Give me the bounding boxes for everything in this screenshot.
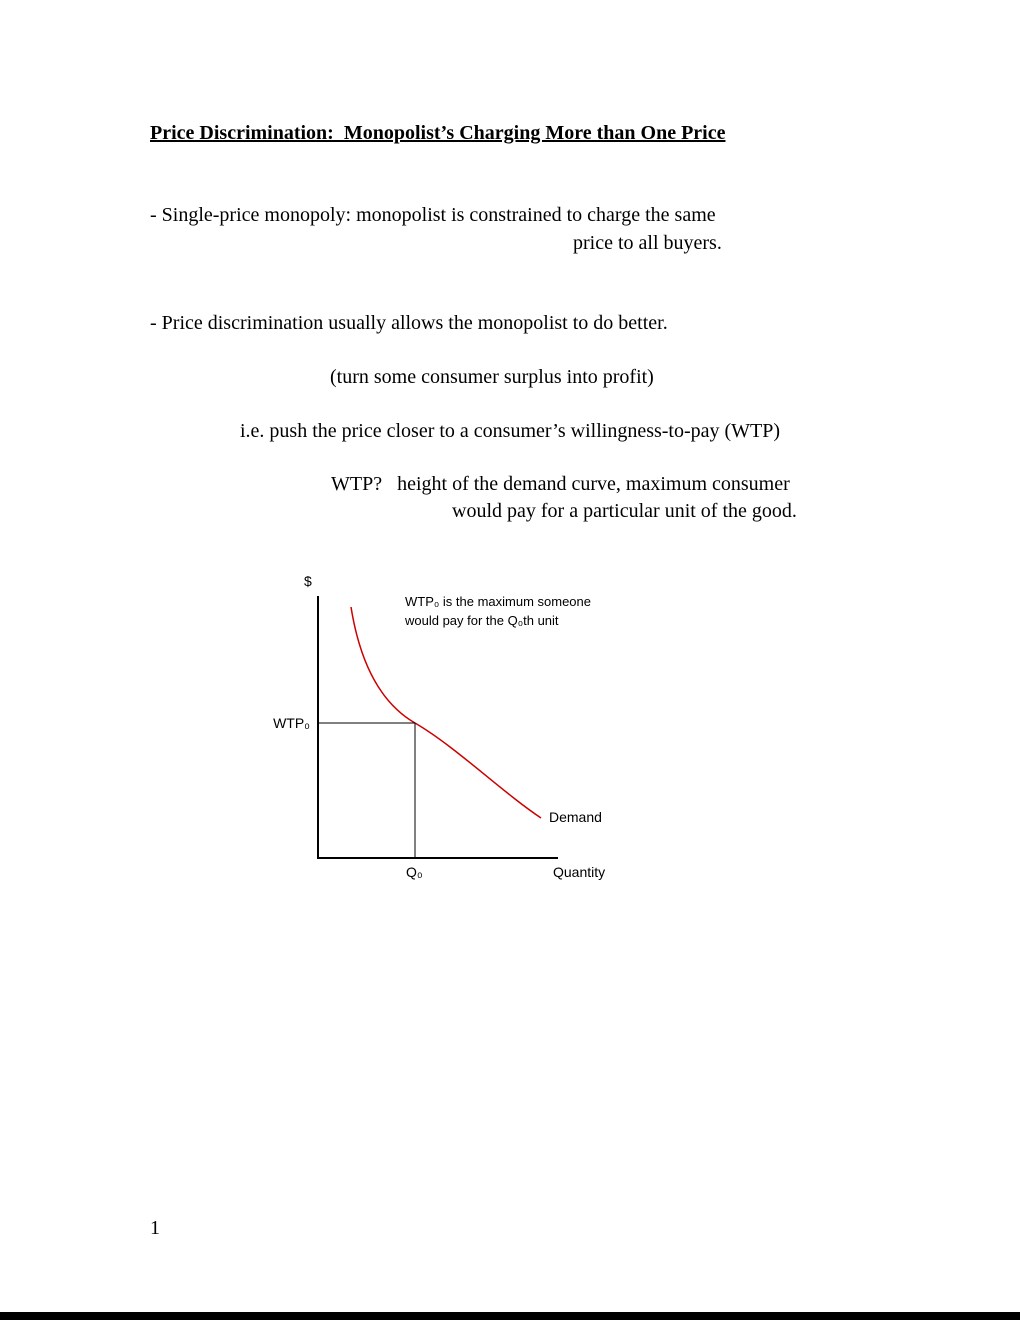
body-line-single-price-2: price to all buyers. [573,232,722,254]
q0-label: Q₀ [406,864,423,880]
demand-curve-figure [260,565,640,895]
page-bottom-edge [0,1312,1020,1320]
demand-figure-canvas [260,565,640,895]
wtp0-label: WTP₀ [273,715,310,731]
body-line-single-price-1: - Single-price monopoly: monopolist is constrained to charge the same [150,204,716,226]
quantity-axis-label: Quantity [553,864,606,880]
page-number: 1 [150,1217,160,1239]
demand-label: Demand [549,809,602,825]
body-line-price-discrimination: - Price discrimination usually allows the monopolist to do better. [150,312,668,334]
page-title: Price Discrimination: Monopolist’s Charging More than One Price [150,122,726,144]
wtp-annotation-line-2: would pay for the Q₀th unit [405,613,559,628]
body-line-wtp-definition-1: WTP? height of the demand curve, maximum consumer [331,473,790,495]
body-line-wtp-push: i.e. push the price closer to a consumer’s willingness-to-pay (WTP) [240,420,781,442]
wtp-annotation-line-1: WTP₀ is the maximum someone [405,594,591,609]
body-line-wtp-definition-2: would pay for a particular unit of the good. [452,500,797,522]
dollar-axis-label: $ [304,573,312,589]
body-line-consumer-surplus: (turn some consumer surplus into profit) [330,366,654,388]
demand-curve [351,607,541,818]
